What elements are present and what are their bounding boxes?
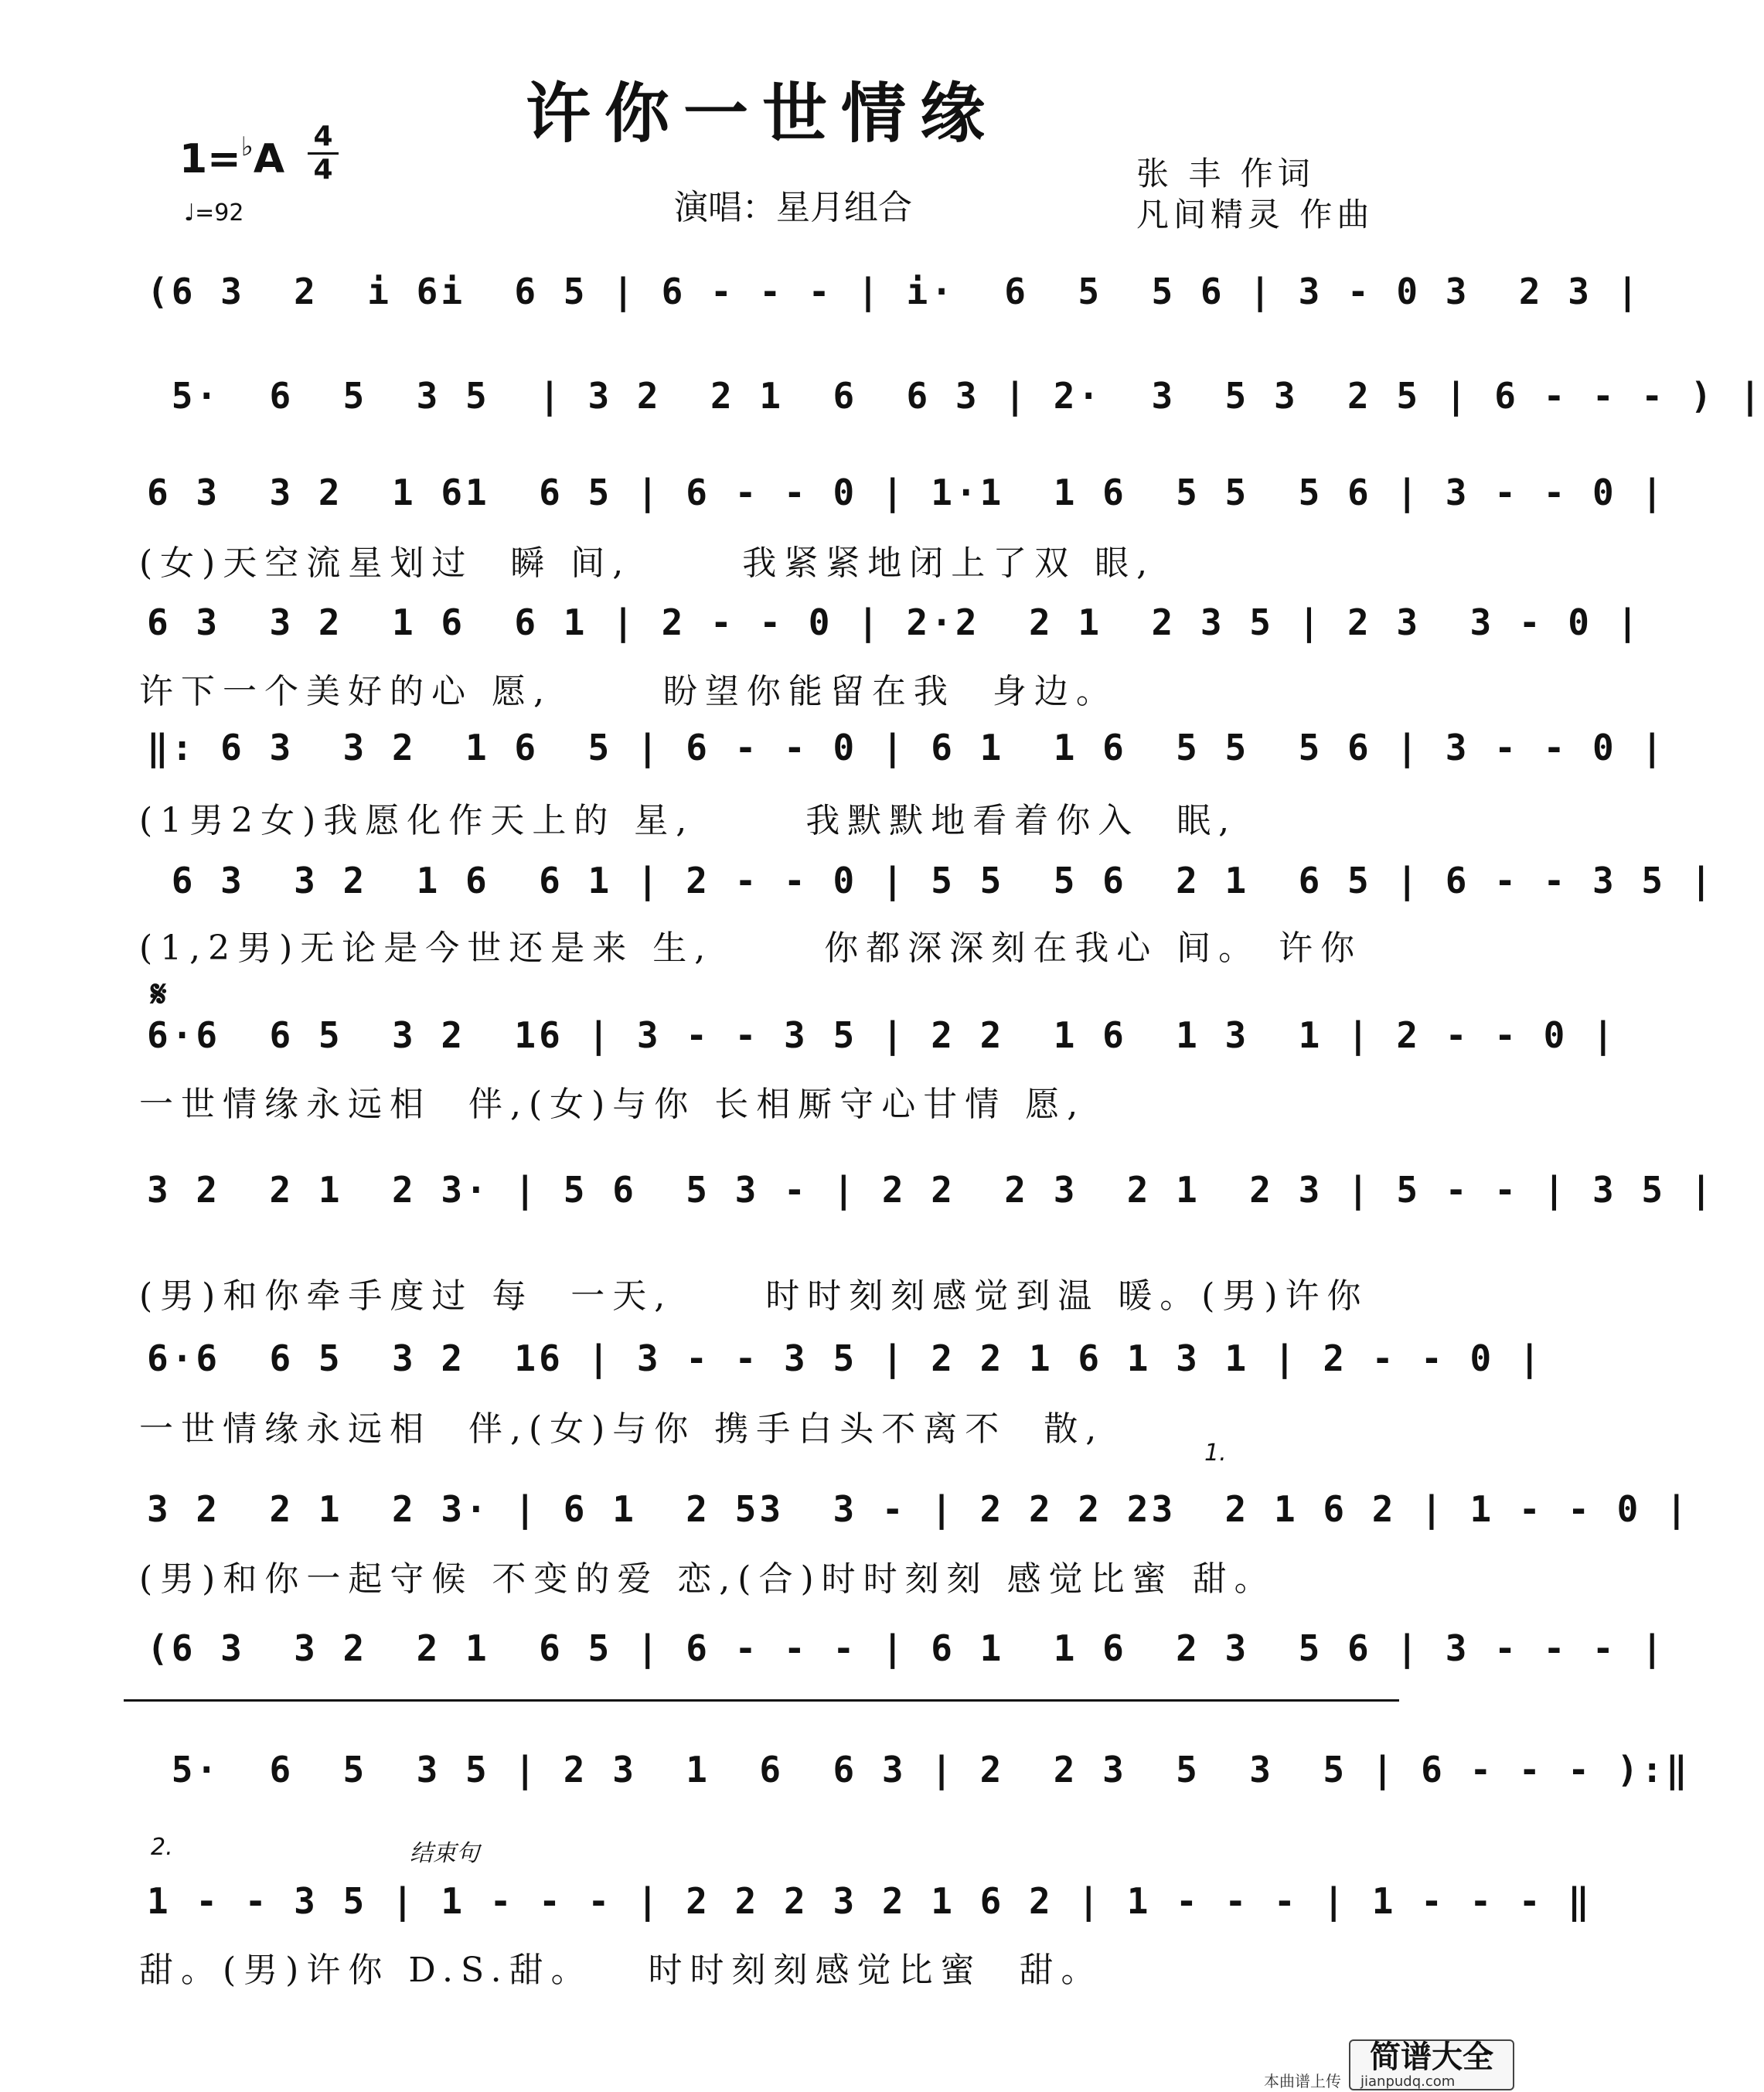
- second-ending-label: 2.: [151, 1834, 173, 1861]
- lyrics-line-3: (女)天空流星划过 瞬 间, 我紧紧地闭上了双 眼,: [139, 543, 1156, 583]
- lyrics-line-13: 甜。(男)许你 D.S.甜。 时时刻刻感觉比蜜 甜。: [139, 1951, 1103, 1990]
- key-prefix: 1=: [179, 136, 241, 182]
- notes-line-8: 3 2 2 1 2 3· | 5 6 5 3 - | 2 2 2 3 2 1 2 3 | 5 - - | 3 5 |: [147, 1169, 1715, 1211]
- notes-line-12: 5· 6 5 3 5 | 2 3 1 6 6 3 | 2 2 3 5 3 5 | 6 - - - ):‖: [147, 1749, 1691, 1790]
- meter-bottom: 4: [313, 154, 333, 186]
- notes-line-3: 6 3 3 2 1 61 6 5 | 6 - - 0 | 1·1 1 6 5 5 5 6 | 3 - - 0 |: [147, 472, 1667, 513]
- meter-top: 4: [313, 121, 333, 152]
- section-rule: [124, 1699, 1399, 1702]
- notes-line-11: (6 3 3 2 2 1 6 5 | 6 - - - | 6 1 1 6 2 3 5 6 | 3 - - - |: [147, 1627, 1667, 1669]
- notes-line-10: 3 2 2 1 2 3· | 6 1 2 53 3 - | 2 2 2 23 2 1 6 2 | 1 - - 0 |: [147, 1488, 1691, 1530]
- notes-line-6: 6 3 3 2 1 6 6 1 | 2 - - 0 | 5 5 5 6 2 1 6 5 | 6 - - 3 5 |: [147, 860, 1715, 901]
- lyricist-credit: 张 丰 作词: [1136, 155, 1315, 193]
- page-title: 许你一世情缘: [525, 75, 999, 152]
- notes-line-9: 6·6 6 5 3 2 16 | 3 - - 3 5 | 2 2 1 6 1 3 1 | 2 - - 0 |: [147, 1337, 1544, 1379]
- first-ending-label: 1.: [1204, 1440, 1227, 1467]
- lyrics-line-5: (1男2女)我愿化作天上的 星, 我默默地看着你入 眠,: [139, 801, 1238, 840]
- lyrics-line-9: 一世情缘永远相 伴,(女)与你 携手白头不离不 散,: [139, 1409, 1105, 1449]
- notes-line-4: 6 3 3 2 1 6 6 1 | 2 - - 0 | 2·2 2 1 2 3 5 | 2 3 3 - 0 |: [147, 601, 1642, 643]
- logo-site: jianpudq.com: [1360, 2073, 1456, 2090]
- lyrics-line-6: (1,2男)无论是今世还是来 生, 你都深深刻在我心 间。 许你: [139, 928, 1363, 968]
- notes-line-13: 1 - - 3 5 | 1 - - - | 2 2 2 3 2 1 6 2 | 1 - - - | 1 - - - ‖: [147, 1880, 1592, 1922]
- time-signature: [308, 122, 339, 185]
- ending-phrase-label: 结束句: [410, 1840, 479, 1867]
- lyrics-line-8: (男)和你牵手度过 每 一天, 时时刻刻感觉到温 暖。(男)许你: [139, 1276, 1369, 1316]
- singer-credit: 演唱：星月组合: [674, 188, 912, 227]
- key-signature: [179, 131, 284, 182]
- upload-note: 本曲谱上传: [1264, 2072, 1341, 2090]
- flat-sign: ♭: [240, 131, 254, 162]
- notes-line-1: (6 3 2 i 6i 6 5 | 6 - - - | i· 6 5 5 6 | 3 - 0 3 2 3 |: [147, 271, 1642, 312]
- notes-line-7: 6·6 6 5 3 2 16 | 3 - - 3 5 | 2 2 1 6 1 3 1 | 2 - - 0 |: [147, 1014, 1617, 1056]
- notes-line-5: ‖: 6 3 3 2 1 6 5 | 6 - - 0 | 6 1 1 6 5 5 5 6 | 3 - - 0 |: [147, 727, 1667, 768]
- lyrics-line-4: 许下一个美好的心 愿, 盼望你能留在我 身边。: [139, 672, 1118, 711]
- logo-text: 简谱大全: [1370, 2039, 1493, 2075]
- lyrics-line-10: (男)和你一起守候 不变的爱 恋,(合)时时刻刻 感觉比蜜 甜。: [139, 1559, 1276, 1599]
- lyrics-line-7: 一世情缘永远相 伴,(女)与你 长相厮守心甘情 愿,: [139, 1085, 1086, 1124]
- segno-sign: 𝄋: [151, 973, 167, 1016]
- key-note: A: [253, 136, 285, 182]
- composer-credit: 凡间精灵 作曲: [1136, 196, 1374, 233]
- tempo-mark: ♩=92: [184, 199, 244, 227]
- notes-line-2: 5· 6 5 3 5 | 3 2 2 1 6 6 3 | 2· 3 5 3 2 5 | 6 - - - ) |: [147, 375, 1764, 417]
